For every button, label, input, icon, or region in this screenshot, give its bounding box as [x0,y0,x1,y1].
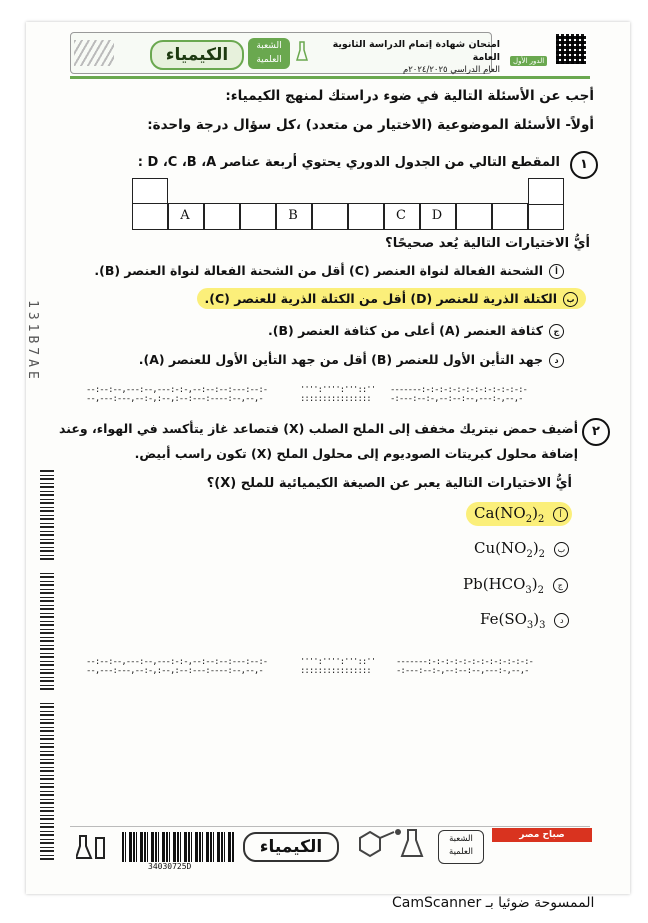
option-mark: أ [549,264,564,279]
round-badge: الدور الأول [510,56,547,66]
footer-branch: الشعبة العلمية [438,830,484,864]
molecule-icon [350,826,430,862]
question-2-prompt: أيُّ الاختيارات التالية يعبر عن الصيغة الكيميائية للملح (X)؟ [206,476,572,491]
separator-dashes: --:--:--,---:--,---:-:-,--:--:--:---:--:- --,---:---,--:-,:--,:--:---:----:--,--,- [86,658,268,676]
question-2-number: ٢ [582,418,610,446]
footer-barcode [122,832,234,862]
q1-option-b[interactable] [197,291,586,307]
instruction-line-1: أجب عن الأسئلة التالية في ضوء دراستك لمنهج الكيمياء: [225,88,594,104]
side-barcode [40,700,54,860]
question-2-stem-line-1: أضيف حمض نيتريك مخفف إلى الملح الصلب (X) فتصاعد غاز يتأكسد في الهواء، وعند [59,421,578,436]
header-branch: الشعبة العلمية [248,38,290,69]
separator-dashes: '''':'''':'''::'' :::::::::::::::: [300,658,376,676]
q1-option-d[interactable]: دجهد التأين الأول للعنصر (B) أقل من جهد التأين الأول للعنصر (A). [139,352,564,368]
exam-title: امتحان شهادة إتمام الدراسة الثانوية العامة العام الدراسي ٢٠٢٤/٢٠٢٥م [332,39,500,75]
q2-option-a[interactable]: $Ca(NO_2)_2$ أ [474,504,568,525]
element-a-label: A [180,208,190,223]
footer-subject: الكيمياء [243,832,339,862]
correct-answer-highlight: بالكتلة الذرية للعنصر (D) أقل من الكتلة الذرية للعنصر (C). [197,288,586,309]
question-1-prompt: أيُّ الاختيارات التالية يُعد صحيحًا؟ [385,236,590,251]
side-barcode [40,570,54,690]
element-c-label: C [396,208,406,223]
header-decoration-left [74,40,114,66]
lab-equipment-icon [76,834,108,862]
q1-option-c[interactable]: جكثافة العنصر (A) أعلى من كثافة العنصر (B). [268,323,564,339]
question-1-stem: المقطع التالي من الجدول الدوري يحتوي أربعة عناصر D ،C ،B ،A : [137,155,560,170]
separator-dashes: -------:-:-:-:-:-:-:-:-:-:-:-:- -:---:--:-,--:--:--,---:-,--,- [390,386,527,404]
table-cell [132,203,168,230]
question-2-stem-line-2: إضافة محلول كبريتات الصوديوم إلى محلول الملح (X) تكون راسب أبيض. [134,446,578,461]
q2-option-d[interactable]: $Fe(SO_3)_3$ د [480,610,569,631]
brand-logo: صباح مصر [492,828,592,842]
q2-option-b[interactable]: $Cu(NO_2)_2$ ب [474,539,569,560]
element-b-label: B [288,208,298,223]
separator-dashes: -------:-:-:-:-:-:-:-:-:-:-:-:- -:---:--:-,--:--:--,---:-,--,- [396,658,533,676]
header-subject: الكيمياء [150,40,244,70]
header-divider [70,76,590,79]
q1-option-a[interactable]: أالشحنة الفعالة لنواة العنصر (C) أقل من الشحنة الفعالة لنواة العنصر (B). [94,263,564,279]
qr-code-icon [556,34,586,64]
footer-barcode-number: 34030725D [148,862,192,871]
q2-option-c[interactable]: $Pb(HCO_3)_2$ ج [463,575,568,596]
scanner-caption: الممسوحة ضوئيا بـ CamScanner [392,895,595,911]
separator-dashes: --:--:--,---:--,---:-:-,--:--:--:---:--:- --,---:---,--:-,:--,:--:---:----:--,--,- [86,386,268,404]
instruction-line-2: أولاً- الأسئلة الموضوعية (الاختيار من متعدد) ،كل سؤال درجة واحدة: [147,117,594,133]
separator-dashes: '''':'''':'''::'' :::::::::::::::: [300,386,376,404]
question-1-number: ١ [570,151,598,179]
element-d-label: D [431,208,443,223]
side-barcode [40,470,54,560]
table-cell [132,178,168,205]
side-serial-code: 131B7AE [25,300,40,383]
flask-icon [296,40,308,64]
